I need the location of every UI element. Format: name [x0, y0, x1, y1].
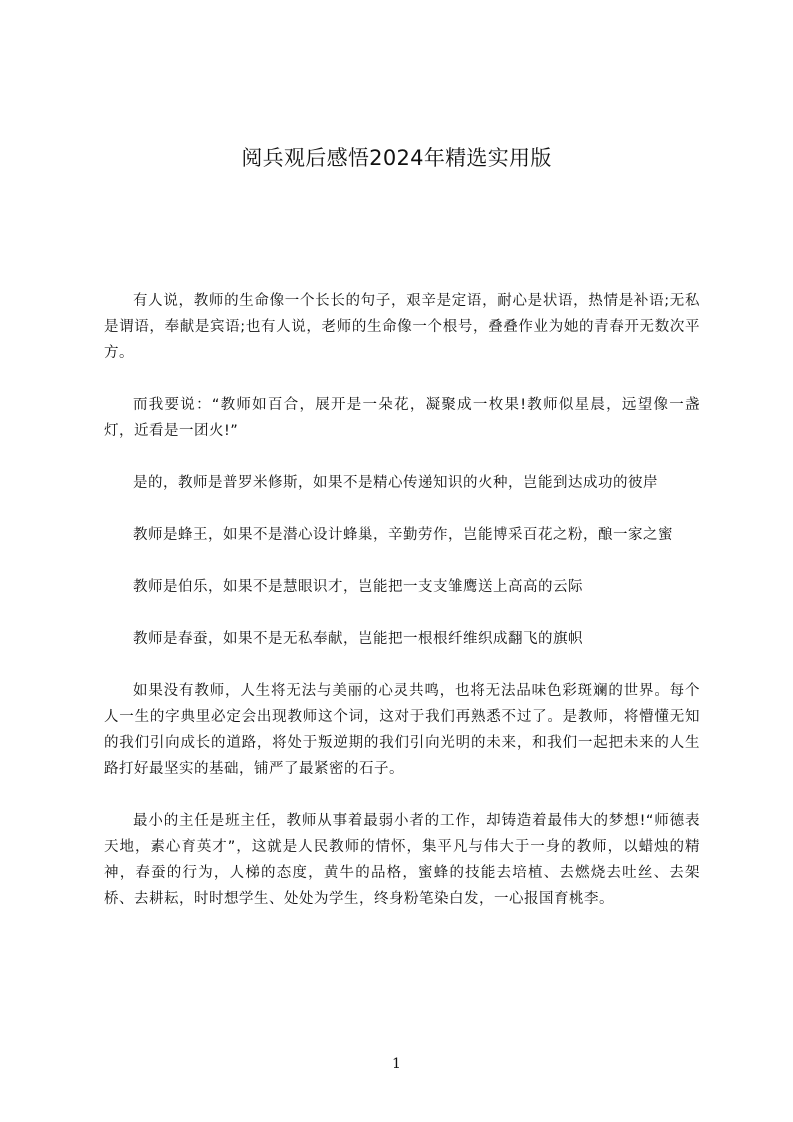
paragraph-2: 而我要说：“教师如百合，展开是一朵花，凝聚成一枚果!教师似星晨，远望像一盏灯，近看是一团火!”	[104, 397, 700, 439]
paragraph-7: 如果没有教师，人生将无法与美丽的心灵共鸣，也将无法品味色彩斑斓的世界。每个人一生的字典里必定会出现教师这个词，这对于我们再熟悉不过了。是教师，将懵懂无知的我们引向成长的道路，将处于叛逆期的我们引向光明的未来，和我们一起把未来的人生路打好最坚实的基础，铺严了最紧密的石子。	[104, 683, 700, 777]
paragraph-6: 教师是春蚕，如果不是无私奉献，岂能把一根根纤维织成翻飞的旗帜	[133, 631, 583, 647]
paragraph-3: 是的，教师是普罗米修斯，如果不是精心传递知识的火种，岂能到达成功的彼岸	[133, 475, 658, 491]
paragraph-4: 教师是蜂王，如果不是潜心设计蜂巢，辛勤劳作，岂能博采百花之粉，酿一家之蜜	[133, 527, 673, 543]
document-title: 阅兵观后感悟2024年精选实用版	[241, 146, 552, 170]
paragraph-8: 最小的主任是班主任，教师从事着最弱小者的工作，却铸造着最伟大的梦想!“师德表天地，素心育英才”，这就是人民教师的情怀，集平凡与伟大于一身的教师，以蜡烛的精神，春蚕的行为，人梯的态度，黄牛的品格，蜜蜂的技能去培植、去燃烧去吐丝、去架桥、去耕耘，时时想学生、处处为学生，终身粉笔染白发，一心报国育桃李。	[104, 813, 700, 907]
paragraph-5: 教师是伯乐，如果不是慧眼识才，岂能把一支支雏鹰送上高高的云际	[133, 579, 583, 595]
paragraph-1: 有人说，教师的生命像一个长长的句子，艰辛是定语，耐心是状语，热情是补语;无私是谓语，奉献是宾语;也有人说，老师的生命像一个根号，叠叠作业为她的青春开无数次平方。	[104, 293, 700, 361]
page-number: 1	[392, 1056, 401, 1072]
document-body	[104, 288, 700, 938]
